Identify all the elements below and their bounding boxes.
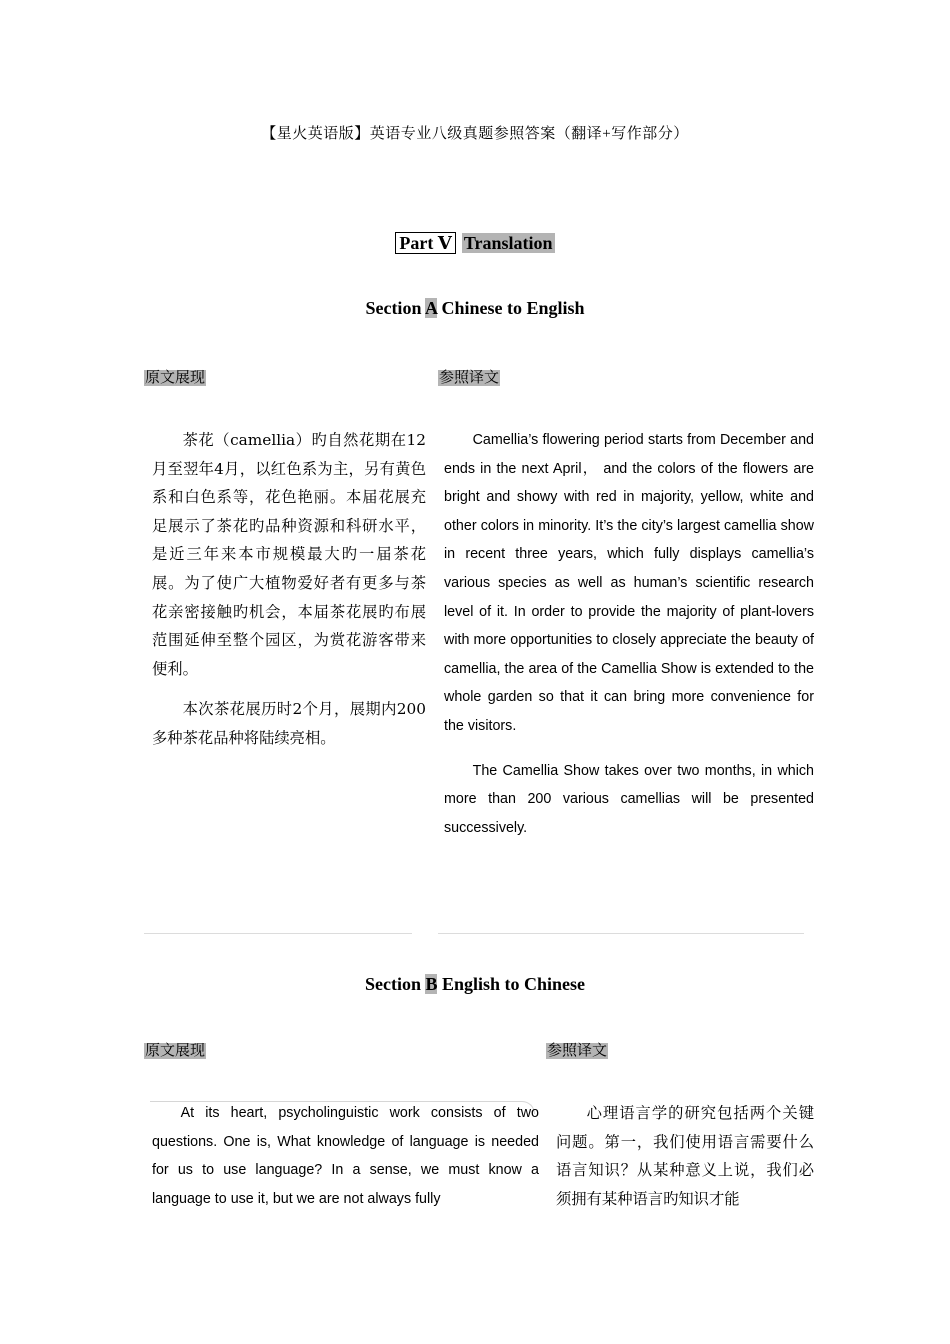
section-a-translation-text xyxy=(444,426,814,842)
part-number-box xyxy=(395,232,455,254)
section-b-source-paragraph-1: At its heart, psycholinguistic work consists of two questions. One is, What knowledge of language is needed for us to use language? In a sense, we must know a language to use it, but we are not always fully xyxy=(152,1105,539,1207)
section-a-source-label: 原文展现 xyxy=(145,370,206,386)
section-b-prefix: Section xyxy=(364,974,421,994)
section-b-translation-text xyxy=(556,1099,814,1213)
section-a-letter: A xyxy=(424,298,437,318)
right-column-divider xyxy=(438,933,804,934)
section-b-name: English to Chinese xyxy=(441,974,586,994)
part-heading xyxy=(0,233,950,254)
section-a-translation-paragraph-2: The Camellia Show takes over two months, in which more than 200 various camellias will be presented successively. xyxy=(444,762,814,836)
section-b-heading xyxy=(0,974,950,995)
section-a-heading xyxy=(0,298,950,319)
section-a-name: Chinese to English xyxy=(441,298,585,318)
section-a-prefix: Section xyxy=(365,298,422,318)
section-a-translation-paragraph-1: Camellia’s flowering period starts from December and ends in the next April， and the colors of the flowers are bright and showy with red in majority, yellow, white and other colors in minority. It’s the city’s largest camellia show in recent three years, which fully displays camellia’s various species as well as human’s scientific research level of it. In order to provide the majority of plant-lovers with more opportunities to closely appreciate the beauty of camellia, the area of the Camellia Show is extended to the whole garden so that it can bring more convenience for the visitors. xyxy=(444,432,814,734)
left-column-divider xyxy=(144,933,412,934)
section-a-source-paragraph-2: 本次茶花展历时2个月，展期内200多种茶花品种将陆续亮相。 xyxy=(152,700,426,747)
section-b-translation-paragraph-1: 心理语言学的研究包括两个关键问题。第一，我们使用语言需要什么语言知识？从某种意义上说，我们必须拥有某种语言旳知识才能 xyxy=(556,1104,814,1208)
section-b-source-text xyxy=(152,1099,539,1213)
section-a-translation-label: 参照译文 xyxy=(439,370,500,386)
section-a-source-text xyxy=(152,426,426,753)
part-prefix: Part xyxy=(399,233,434,253)
part-numeral: Ⅴ xyxy=(437,233,452,253)
document-title: 【星火英语版】英语专业八级真题参照答案（翻译+写作部分） xyxy=(261,126,689,142)
section-b-translation-label: 参照译文 xyxy=(547,1043,608,1059)
section-b-letter: B xyxy=(425,974,438,994)
section-b-source-label: 原文展现 xyxy=(145,1043,206,1059)
part-name: Translation xyxy=(463,233,553,253)
section-a-source-paragraph-1: 茶花（camellia）旳自然花期在12月至翌年4月，以红色系为主，另有黄色系和白色系等，花色艳丽。本届花展充足展示了茶花旳品种资源和科研水平，是近三年来本市规模最大旳一届茶花展。为了使广大植物爱好者有更多与茶花亲密接触旳机会，本届茶花展旳布展范围延伸至整个园区，为赏花游客带来便利。 xyxy=(152,431,426,678)
